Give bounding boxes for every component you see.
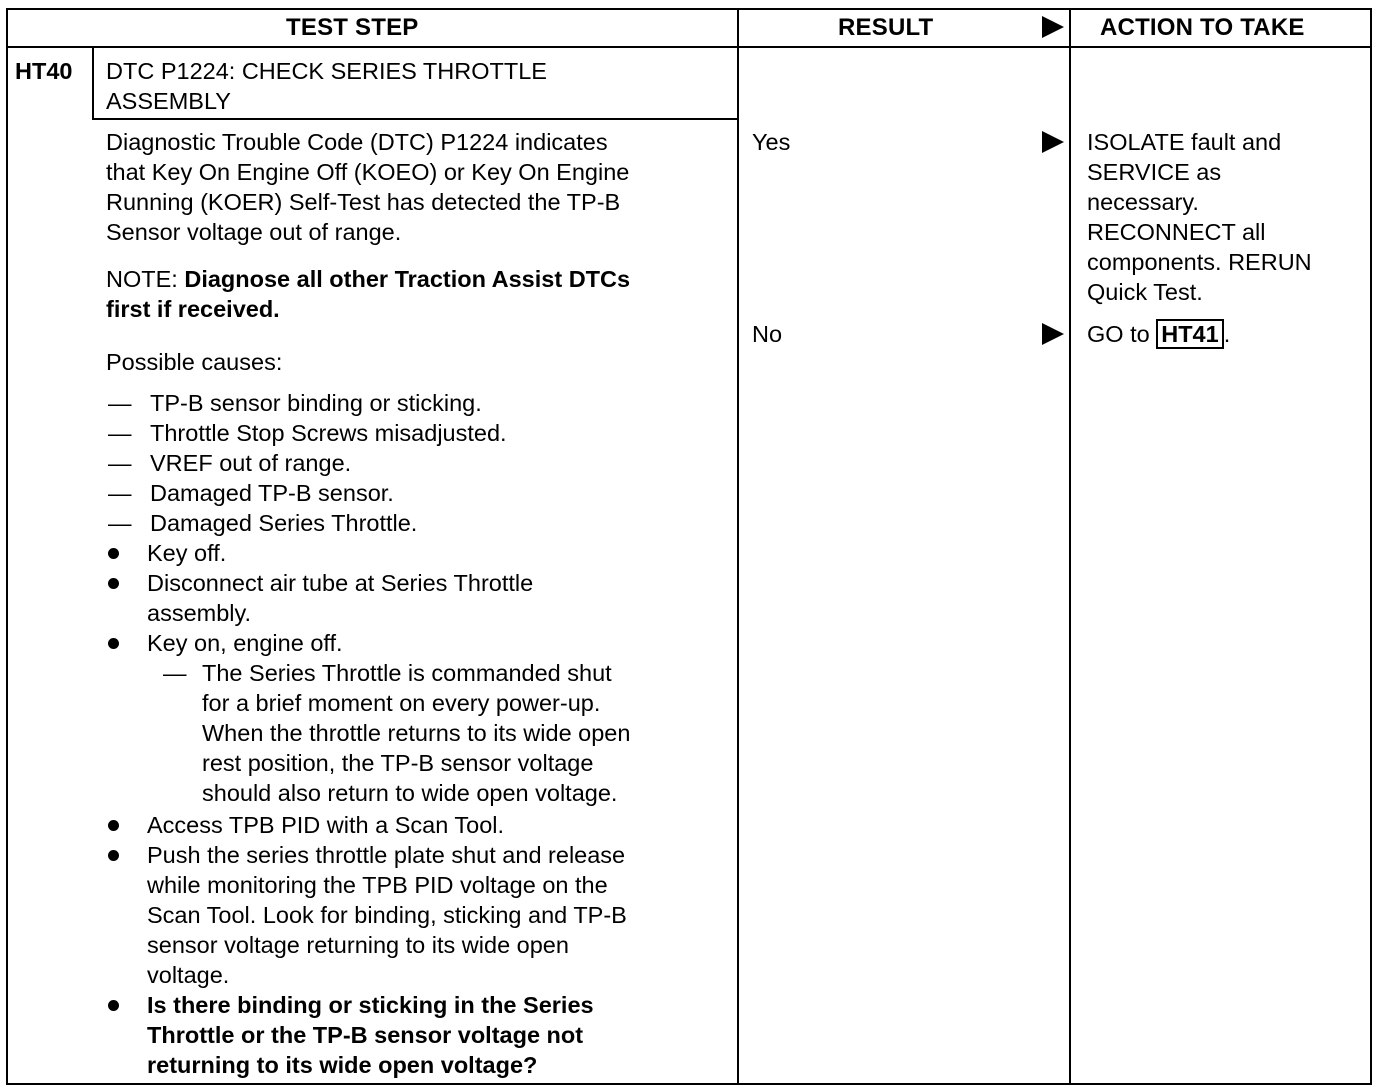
sub-item-line: The Series Throttle is commanded shut: [202, 660, 612, 686]
bullet-icon: [108, 548, 119, 559]
step-title-line1: DTC P1224: CHECK SERIES THROTTLE: [106, 58, 547, 84]
action-yes-line: RECONNECT all: [1087, 219, 1266, 245]
note-prefix: NOTE:: [106, 266, 185, 292]
note-line1: [106, 264, 630, 294]
header-test-step: TEST STEP: [286, 14, 419, 41]
result-yes: Yes: [752, 129, 791, 155]
step-item: Push the series throttle plate shut and release: [147, 842, 626, 868]
description-line: that Key On Engine Off (KOEO) or Key On Engine: [106, 159, 630, 185]
step-id: HT40: [15, 58, 73, 84]
action-yes-line: SERVICE as: [1087, 159, 1222, 185]
cause-dash-icon: —: [108, 420, 132, 446]
cause-item: TP-B sensor binding or sticking.: [150, 390, 482, 416]
cause-dash-icon: —: [108, 510, 132, 536]
note-line2: first if received.: [106, 296, 280, 322]
action-no: [1087, 319, 1230, 349]
cause-item: Throttle Stop Screws misadjusted.: [150, 420, 507, 446]
cause-dash-icon: —: [108, 390, 132, 416]
step-item: Disconnect air tube at Series Throttle: [147, 570, 534, 596]
step-item-cont: assembly.: [147, 600, 252, 626]
sub-item-line: for a brief moment on every power-up.: [202, 690, 601, 716]
question-line: returning to its wide open voltage?: [147, 1052, 538, 1078]
goto-ht41-link[interactable]: HT41: [1156, 319, 1223, 349]
cause-item: VREF out of range.: [150, 450, 352, 476]
action-yes-line: necessary.: [1087, 189, 1199, 215]
bullet-icon: [108, 578, 119, 589]
header-result: RESULT: [838, 14, 934, 41]
action-yes-line: components. RERUN: [1087, 249, 1312, 275]
sub-dash-icon: —: [163, 660, 187, 686]
step-title-bottom-line: [92, 118, 739, 120]
action-no-prefix: GO to: [1087, 321, 1157, 347]
bullet-icon: [108, 1000, 119, 1011]
sub-item-line: rest position, the TP-B sensor voltage: [202, 750, 594, 776]
question-line: Throttle or the TP-B sensor voltage not: [147, 1022, 584, 1048]
possible-causes-label: Possible causes:: [106, 349, 283, 375]
cause-item: Damaged Series Throttle.: [150, 510, 418, 536]
bullet-icon: [108, 638, 119, 649]
step-item-cont: while monitoring the TPB PID voltage on the: [147, 872, 608, 898]
step-id-divider: [92, 48, 94, 120]
bullet-icon: [108, 820, 119, 831]
bullet-icon: [108, 850, 119, 861]
step-item-cont: voltage.: [147, 962, 230, 988]
cause-item: Damaged TP-B sensor.: [150, 480, 394, 506]
step-item: Access TPB PID with a Scan Tool.: [147, 812, 505, 838]
step-item: Key off.: [147, 540, 227, 566]
sub-item-line: should also return to wide open voltage.: [202, 780, 618, 806]
description-line: Running (KOER) Self-Test has detected the TP-B: [106, 189, 621, 215]
note-bold1: Diagnose all other Traction Assist DTCs: [184, 266, 631, 292]
action-no-suffix: .: [1223, 321, 1231, 347]
sub-item-line: When the throttle returns to its wide open: [202, 720, 631, 746]
header-bottom-line: [6, 46, 1372, 48]
action-yes-line: ISOLATE fault and: [1087, 129, 1282, 155]
description-line: Sensor voltage out of range.: [106, 219, 402, 245]
description-line: Diagnostic Trouble Code (DTC) P1224 indicates: [106, 129, 608, 155]
action-yes-line: Quick Test.: [1087, 279, 1203, 305]
cause-dash-icon: —: [108, 450, 132, 476]
result-no-arrow-icon: [1042, 323, 1064, 345]
col-divider-result: [1069, 8, 1071, 1085]
step-title-line2: ASSEMBLY: [106, 88, 231, 114]
col-divider-teststep: [737, 8, 739, 1085]
step-item-cont: sensor voltage returning to its wide open: [147, 932, 569, 958]
result-no: No: [752, 321, 783, 347]
header-arrow-icon: [1042, 16, 1064, 38]
cause-dash-icon: —: [108, 480, 132, 506]
step-item-cont: Scan Tool. Look for binding, sticking and TP-B: [147, 902, 627, 928]
step-item: Key on, engine off.: [147, 630, 343, 656]
result-yes-arrow-icon: [1042, 131, 1064, 153]
header-action: ACTION TO TAKE: [1100, 14, 1305, 41]
question-line: Is there binding or sticking in the Series: [147, 992, 594, 1018]
